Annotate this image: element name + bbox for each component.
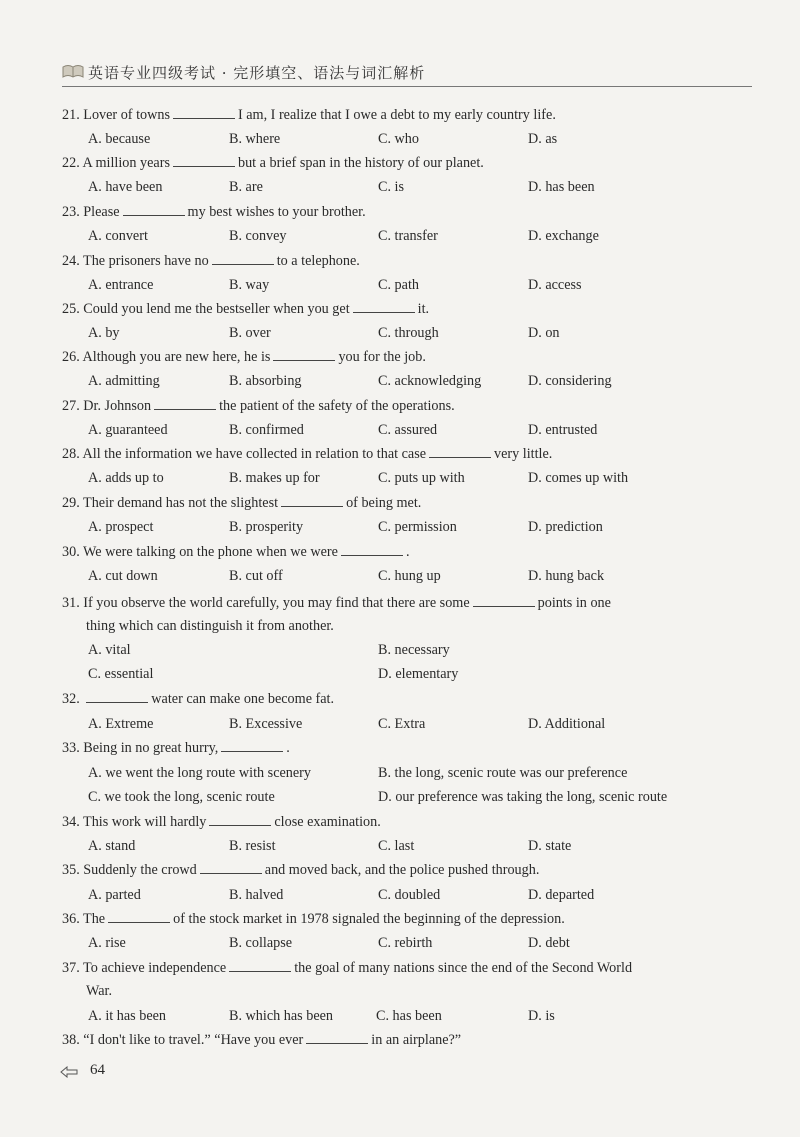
- option-a[interactable]: A. it has been: [88, 1008, 167, 1024]
- question-27-options: [88, 421, 748, 439]
- option-a[interactable]: A. adds up to: [88, 470, 164, 486]
- option-d[interactable]: D. entrusted: [528, 422, 598, 438]
- answer-blank[interactable]: [429, 445, 491, 458]
- question-30-stem: [62, 543, 742, 561]
- question-22-stem: [62, 154, 742, 172]
- option-a[interactable]: A. admitting: [88, 373, 160, 389]
- option-b[interactable]: B. over: [229, 325, 271, 341]
- stem-text: the patient of the safety of the operations.: [219, 398, 455, 414]
- option-d[interactable]: D. considering: [528, 373, 612, 389]
- answer-blank[interactable]: [173, 106, 235, 119]
- stem-text: very little.: [494, 446, 553, 462]
- option-b[interactable]: B. confirmed: [229, 422, 304, 438]
- question-number: 28.: [62, 446, 80, 462]
- answer-blank[interactable]: [353, 300, 415, 313]
- answer-blank[interactable]: [221, 739, 283, 752]
- option-d[interactable]: D. comes up with: [528, 470, 629, 486]
- option-c[interactable]: C. is: [378, 179, 405, 195]
- question-21-stem: [62, 106, 742, 124]
- page-footer: [60, 1062, 140, 1082]
- option-c[interactable]: C. permission: [378, 519, 457, 535]
- option-b[interactable]: B. resist: [229, 838, 276, 854]
- question-36-stem: [62, 910, 742, 928]
- question-number: 38.: [62, 1032, 80, 1048]
- option-c[interactable]: C. through: [378, 325, 439, 341]
- option-c[interactable]: C. path: [378, 277, 419, 293]
- option-a[interactable]: A. convert: [88, 228, 148, 244]
- stem-text: This work will hardly: [83, 814, 207, 830]
- stem-text: Although you are new here, he is: [82, 349, 271, 365]
- option-d[interactable]: D. has been: [528, 179, 595, 195]
- answer-blank[interactable]: [200, 861, 262, 874]
- stem-text: to a telephone.: [276, 253, 360, 269]
- option-b[interactable]: B. are: [229, 179, 263, 195]
- option-a[interactable]: A. entrance: [88, 277, 154, 293]
- question-23-stem: [62, 203, 742, 221]
- option-b[interactable]: B. absorbing: [229, 373, 302, 389]
- question-number: 25.: [62, 301, 80, 317]
- option-a[interactable]: A. cut down: [88, 568, 158, 584]
- option-c[interactable]: C. acknowledging: [378, 373, 482, 389]
- question-35-options: [88, 886, 748, 904]
- question-34-options: [88, 837, 748, 855]
- question-26-options: [88, 372, 748, 390]
- question-number: 23.: [62, 204, 80, 220]
- stem-text: points in one: [537, 595, 611, 611]
- answer-blank[interactable]: [108, 910, 170, 923]
- question-31-stem-continued: thing which can distinguish it from another.: [86, 618, 334, 634]
- question-32-stem: [62, 690, 742, 708]
- option-d[interactable]: D. our preference was taking the long, scenic route: [378, 789, 668, 805]
- option-c[interactable]: C. we took the long, scenic route: [88, 789, 275, 805]
- option-a[interactable]: A. parted: [88, 887, 141, 903]
- stem-text: “I don't like to travel.” “Have you ever: [83, 1032, 304, 1048]
- answer-blank[interactable]: [273, 348, 335, 361]
- stem-text: We were talking on the phone when we were: [83, 544, 338, 560]
- question-number: 35.: [62, 862, 80, 878]
- option-b[interactable]: B. Excessive: [229, 716, 303, 732]
- option-d[interactable]: D. on: [528, 325, 560, 341]
- stem-text: A million years: [82, 155, 170, 171]
- stem-text: Being in no great hurry,: [83, 740, 219, 756]
- question-number: 27.: [62, 398, 80, 414]
- option-a[interactable]: A. stand: [88, 838, 136, 854]
- question-24-stem: [62, 252, 742, 270]
- left-arrow-icon: [60, 1066, 78, 1078]
- stem-text: To achieve independence: [83, 960, 227, 976]
- question-number: 33.: [62, 740, 80, 756]
- question-33-stem: [62, 739, 742, 757]
- answer-blank[interactable]: [473, 594, 535, 607]
- question-27-stem: [62, 397, 742, 415]
- question-21-options: [88, 130, 748, 148]
- question-26-stem: [62, 348, 742, 366]
- running-title: 英语专业四级考试 · 完形填空、语法与词汇解析: [88, 64, 426, 82]
- option-c[interactable]: C. has been: [376, 1008, 442, 1024]
- option-b[interactable]: B. which has been: [229, 1008, 334, 1024]
- option-b[interactable]: B. convey: [229, 228, 287, 244]
- question-33-options-row1: [88, 764, 748, 782]
- question-31-options-row2: [88, 665, 748, 683]
- stem-text: of being met.: [346, 495, 422, 511]
- option-d[interactable]: D. as: [528, 131, 558, 147]
- option-b[interactable]: B. collapse: [229, 935, 293, 951]
- answer-blank[interactable]: [173, 154, 235, 167]
- option-c[interactable]: C. transfer: [378, 228, 438, 244]
- option-c[interactable]: C. puts up with: [378, 470, 465, 486]
- option-a[interactable]: A. rise: [88, 935, 126, 951]
- option-d[interactable]: D. state: [528, 838, 572, 854]
- option-b[interactable]: B. way: [229, 277, 270, 293]
- option-a[interactable]: A. because: [88, 131, 151, 147]
- question-31-options-row1: [88, 641, 748, 659]
- stem-text: Their demand has not the slightest: [83, 495, 279, 511]
- option-d[interactable]: D. access: [528, 277, 582, 293]
- option-b[interactable]: B. prosperity: [229, 519, 304, 535]
- option-c[interactable]: C. Extra: [378, 716, 426, 732]
- question-30-options: [88, 567, 748, 585]
- stem-text: The: [83, 911, 106, 927]
- option-c[interactable]: C. rebirth: [378, 935, 433, 951]
- option-a[interactable]: A. by: [88, 325, 120, 341]
- answer-blank[interactable]: [212, 252, 274, 265]
- question-number: 37.: [62, 960, 80, 976]
- question-number: 30.: [62, 544, 80, 560]
- stem-text: I am, I realize that I owe a debt to my early country life.: [237, 107, 556, 123]
- question-36-options: [88, 934, 748, 952]
- answer-blank[interactable]: [306, 1031, 368, 1044]
- stem-text: .: [286, 740, 290, 756]
- option-a[interactable]: A. we went the long route with scenery: [88, 765, 311, 781]
- question-28-stem: [62, 445, 742, 463]
- question-number: 32.: [62, 691, 80, 707]
- option-c[interactable]: C. doubled: [378, 887, 441, 903]
- option-c[interactable]: C. who: [378, 131, 419, 147]
- question-24-options: [88, 276, 748, 294]
- question-22-options: [88, 178, 748, 196]
- option-b[interactable]: B. halved: [229, 887, 284, 903]
- question-38-stem: [62, 1031, 742, 1049]
- answer-blank[interactable]: [154, 397, 216, 410]
- question-23-options: [88, 227, 748, 245]
- stem-text: Suddenly the crowd: [83, 862, 197, 878]
- stem-text: .: [405, 544, 410, 560]
- question-32-options: [88, 715, 748, 733]
- question-number: 21.: [62, 107, 80, 123]
- option-b[interactable]: B. cut off: [229, 568, 283, 584]
- stem-text: it.: [417, 301, 430, 317]
- stem-text: Dr. Johnson: [83, 398, 152, 414]
- option-a[interactable]: A. have been: [88, 179, 163, 195]
- question-37-stem-continued: War.: [86, 983, 113, 999]
- option-a[interactable]: A. Extreme: [88, 716, 154, 732]
- stem-text: water can make one become fat.: [151, 691, 335, 707]
- option-d[interactable]: D. prediction: [528, 519, 603, 535]
- answer-blank[interactable]: [341, 543, 403, 556]
- option-b[interactable]: B. the long, scenic route was our preference: [378, 765, 628, 781]
- page-number: 64: [90, 1062, 105, 1078]
- stem-text: The prisoners have no: [83, 253, 209, 269]
- stem-text: of the stock market in 1978 signaled the beginning of the depression.: [173, 911, 565, 927]
- question-number: 36.: [62, 911, 80, 927]
- option-b[interactable]: B. makes up for: [229, 470, 320, 486]
- question-29-options: [88, 518, 748, 536]
- stem-text: the goal of many nations since the end of the Second World: [294, 960, 633, 976]
- stem-text: my best wishes to your brother.: [187, 204, 366, 220]
- question-37-stem: [62, 959, 742, 977]
- stem-text: but a brief span in the history of our planet.: [237, 155, 484, 171]
- answer-blank[interactable]: [86, 690, 148, 703]
- option-b[interactable]: B. necessary: [378, 642, 450, 658]
- option-c[interactable]: C. last: [378, 838, 415, 854]
- stem-text: If you observe the world carefully, you may find that there are some: [83, 595, 470, 611]
- stem-text: Please: [83, 204, 120, 220]
- stem-text: Lover of towns: [83, 107, 170, 123]
- question-25-options: [88, 324, 748, 342]
- question-number: 26.: [62, 349, 80, 365]
- question-number: 34.: [62, 814, 80, 830]
- question-number: 24.: [62, 253, 80, 269]
- answer-blank[interactable]: [209, 813, 271, 826]
- question-37-options: [88, 1007, 748, 1025]
- option-a[interactable]: A. prospect: [88, 519, 154, 535]
- option-d[interactable]: D. Additional: [528, 716, 606, 732]
- stem-text: close examination.: [274, 814, 381, 830]
- answer-blank[interactable]: [281, 494, 343, 507]
- option-c[interactable]: C. assured: [378, 422, 438, 438]
- answer-blank[interactable]: [123, 203, 185, 216]
- stem-text: All the information we have collected in relation to that case: [82, 446, 427, 462]
- option-d[interactable]: D. is: [528, 1008, 555, 1024]
- question-35-stem: [62, 861, 742, 879]
- option-d[interactable]: D. elementary: [378, 666, 459, 682]
- question-28-options: [88, 469, 748, 487]
- answer-blank[interactable]: [229, 959, 291, 972]
- question-number: 29.: [62, 495, 80, 511]
- option-c[interactable]: C. hung up: [378, 568, 441, 584]
- question-29-stem: [62, 494, 742, 512]
- stem-text: in an airplane?”: [371, 1032, 462, 1048]
- option-d[interactable]: D. departed: [528, 887, 595, 903]
- option-d[interactable]: D. debt: [528, 935, 570, 951]
- option-b[interactable]: B. where: [229, 131, 281, 147]
- question-25-stem: [62, 300, 742, 318]
- question-number: 22.: [62, 155, 80, 171]
- option-d[interactable]: D. hung back: [528, 568, 605, 584]
- option-d[interactable]: D. exchange: [528, 228, 599, 244]
- option-a[interactable]: A. vital: [88, 642, 131, 658]
- question-31-stem: [62, 594, 742, 612]
- question-33-options-row2: [88, 788, 748, 806]
- stem-text: Could you lend me the bestseller when you get: [83, 301, 350, 317]
- option-c[interactable]: C. essential: [88, 666, 154, 682]
- question-34-stem: [62, 813, 742, 831]
- option-a[interactable]: A. guaranteed: [88, 422, 168, 438]
- stem-text: and moved back, and the police pushed through.: [264, 862, 540, 878]
- question-number: 31.: [62, 595, 80, 611]
- stem-text: you for the job.: [338, 349, 426, 365]
